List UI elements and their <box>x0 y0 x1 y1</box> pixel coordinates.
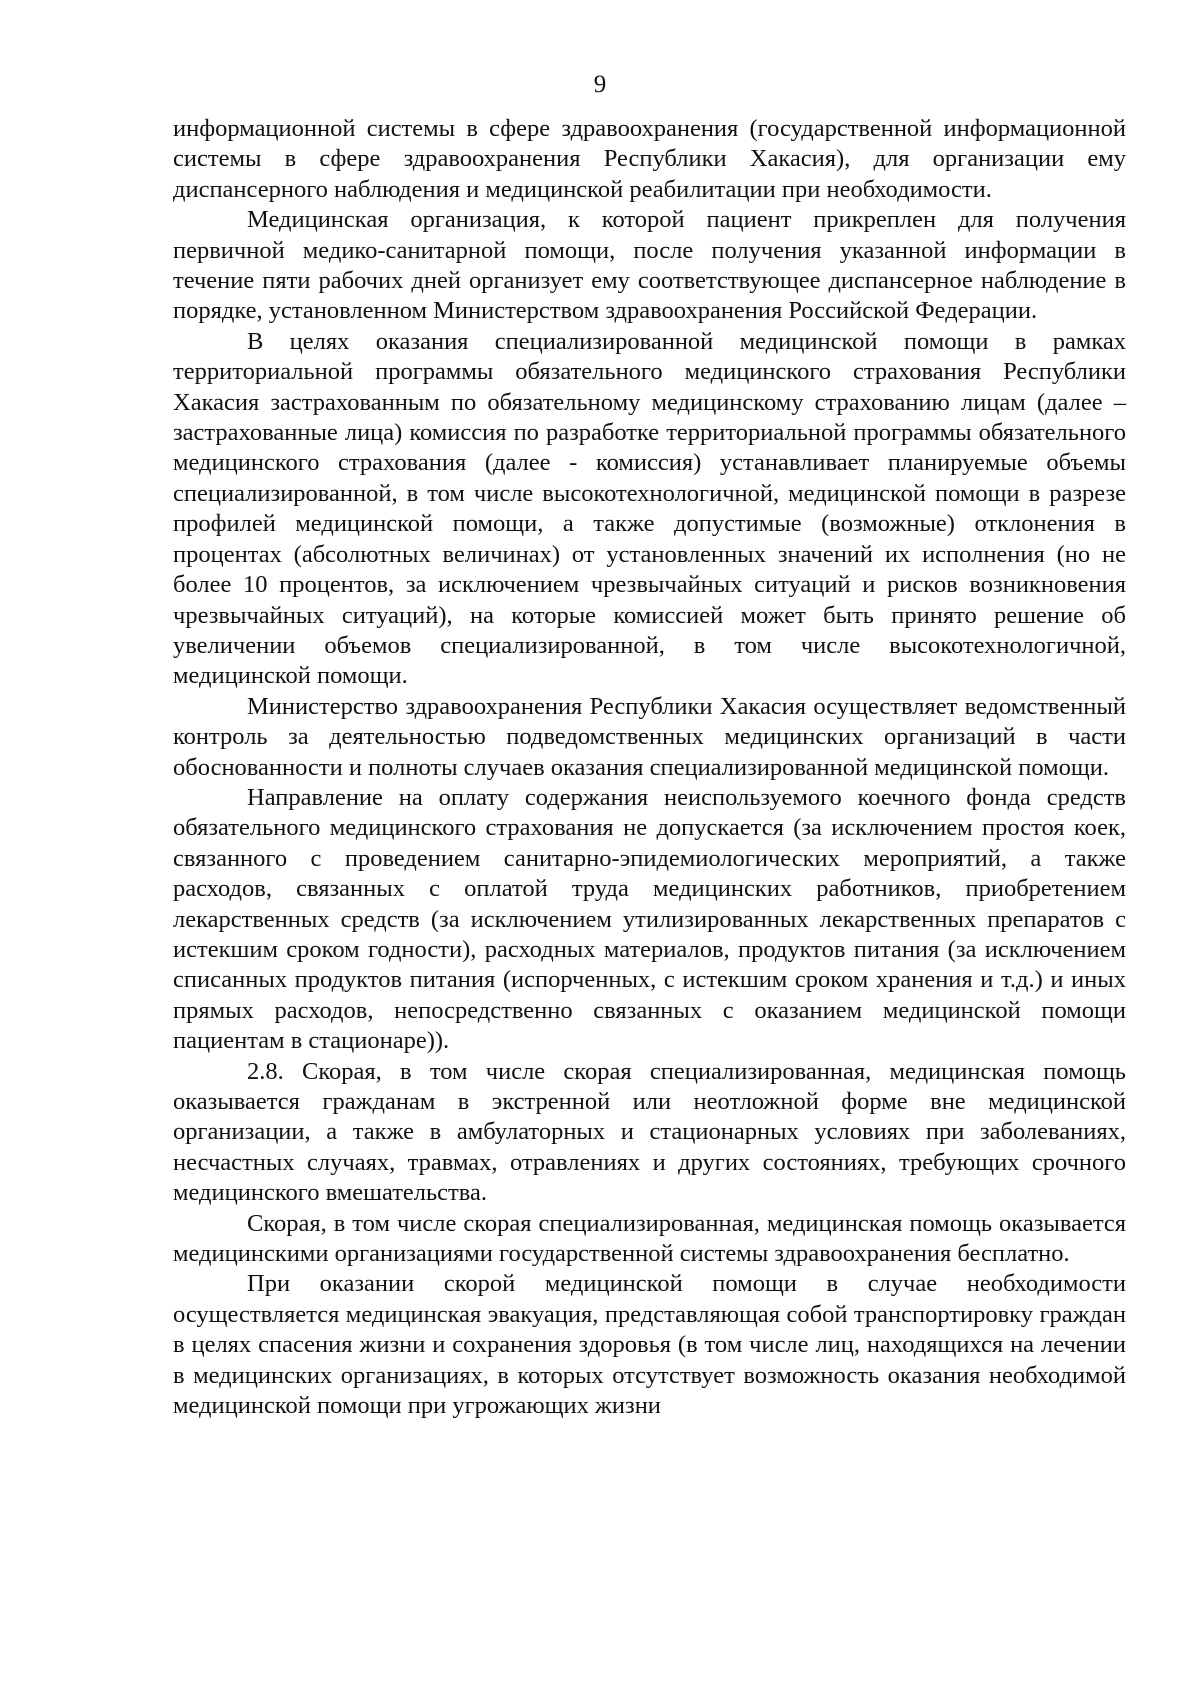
paragraph-dispensary-observation: Медицинская организация, к которой пациент прикреплен для получения первичной медико-санитарной помощи, после получения указанной информации в течение пяти рабочих дней организует ему соответствующее диспансерное наблюдение в порядке, установленном Министерством здравоохранения Российской Федерации. <box>173 206 1126 325</box>
paragraph-continued: информационной системы в сфере здравоохранения (государственной информационной системы в сфере здравоохранения Республики Хакасия), для организации ему диспансерного наблюдения и медицинской реабилитации при необходимости. <box>173 115 1126 203</box>
paragraph-bed-fund-funding: Направление на оплату содержания неиспользуемого коечного фонда средств обязательного медицинского страхования не допускается (за исключением простоя коек, связанного с проведением санитарно-эпидемиологических мероприятий, а также расходов, связанных с оплатой труда медицинских работников, приобретением лекарственных средств (за исключением утилизированных лекарственных препаратов с истекшим сроком годности), расходных материалов, продуктов питания (за исключением списанных продуктов питания (испорченных, с истекшим сроком хранения и т.д.) и иных прямых расходов, непосредственно связанных с оказанием медицинской помощи пациентам в стационаре)). <box>173 783 1126 1055</box>
paragraph-medical-evacuation: При оказании скорой медицинской помощи в случае необходимости осуществляется медицинская эвакуация, представляющая собой транспортировку граждан в целях спасения жизни и сохранения здоровья (в том числе лиц, находящихся на лечении в медицинских организациях, в которых отсутствует возможность оказания необходимой медицинской помощи при угрожающих жизни <box>173 1270 1126 1420</box>
page-number: 9 <box>593 71 607 98</box>
paragraph-ministry-control: Министерство здравоохранения Республики Хакасия осуществляет ведомственный контроль за деятельностью подведомственных медицинских организаций в части обоснованности и полноты случаев оказания специализированной медицинской помощи. <box>173 692 1126 781</box>
paragraph-specialized-care-volumes: В целях оказания специализированной медицинской помощи в рамках территориальной программы обязательного медицинского страхования Республики Хакасия застрахованным по обязательному медицинскому страхованию лицам (далее – застрахованные лица) комиссия по разработке территориальной программы обязательного медицинского страхования (далее - комиссия) устанавливает планируемые объемы специализированной, в том числе высокотехнологичной, медицинской помощи в разрезе профилей медицинской помощи, а также допустимые (возможные) отклонения в процентах (абсолютных величинах) от установленных значений их исполнения (но не более 10 процентов, за исключением чрезвычайных ситуаций и рисков возникновения чрезвычайных ситуаций), на которые комиссией может быть принято решение об увеличении объемов специализированной, в том числе высокотехнологичной, медицинской помощи. <box>173 327 1126 690</box>
paragraph-emergency-care: 2.8. Скорая, в том числе скорая специализированная, медицинская помощь оказывается гражданам в экстренной или неотложной форме вне медицинской организации, а также в амбулаторных и стационарных условиях при заболеваниях, несчастных случаях, травмах, отравлениях и других состояниях, требующих срочного медицинского вмешательства. <box>173 1057 1126 1207</box>
paragraph-emergency-care-free: Скорая, в том числе скорая специализированная, медицинская помощь оказывается медицинскими организациями государственной системы здравоохранения бесплатно. <box>173 1209 1126 1268</box>
document-body <box>173 114 1126 1421</box>
